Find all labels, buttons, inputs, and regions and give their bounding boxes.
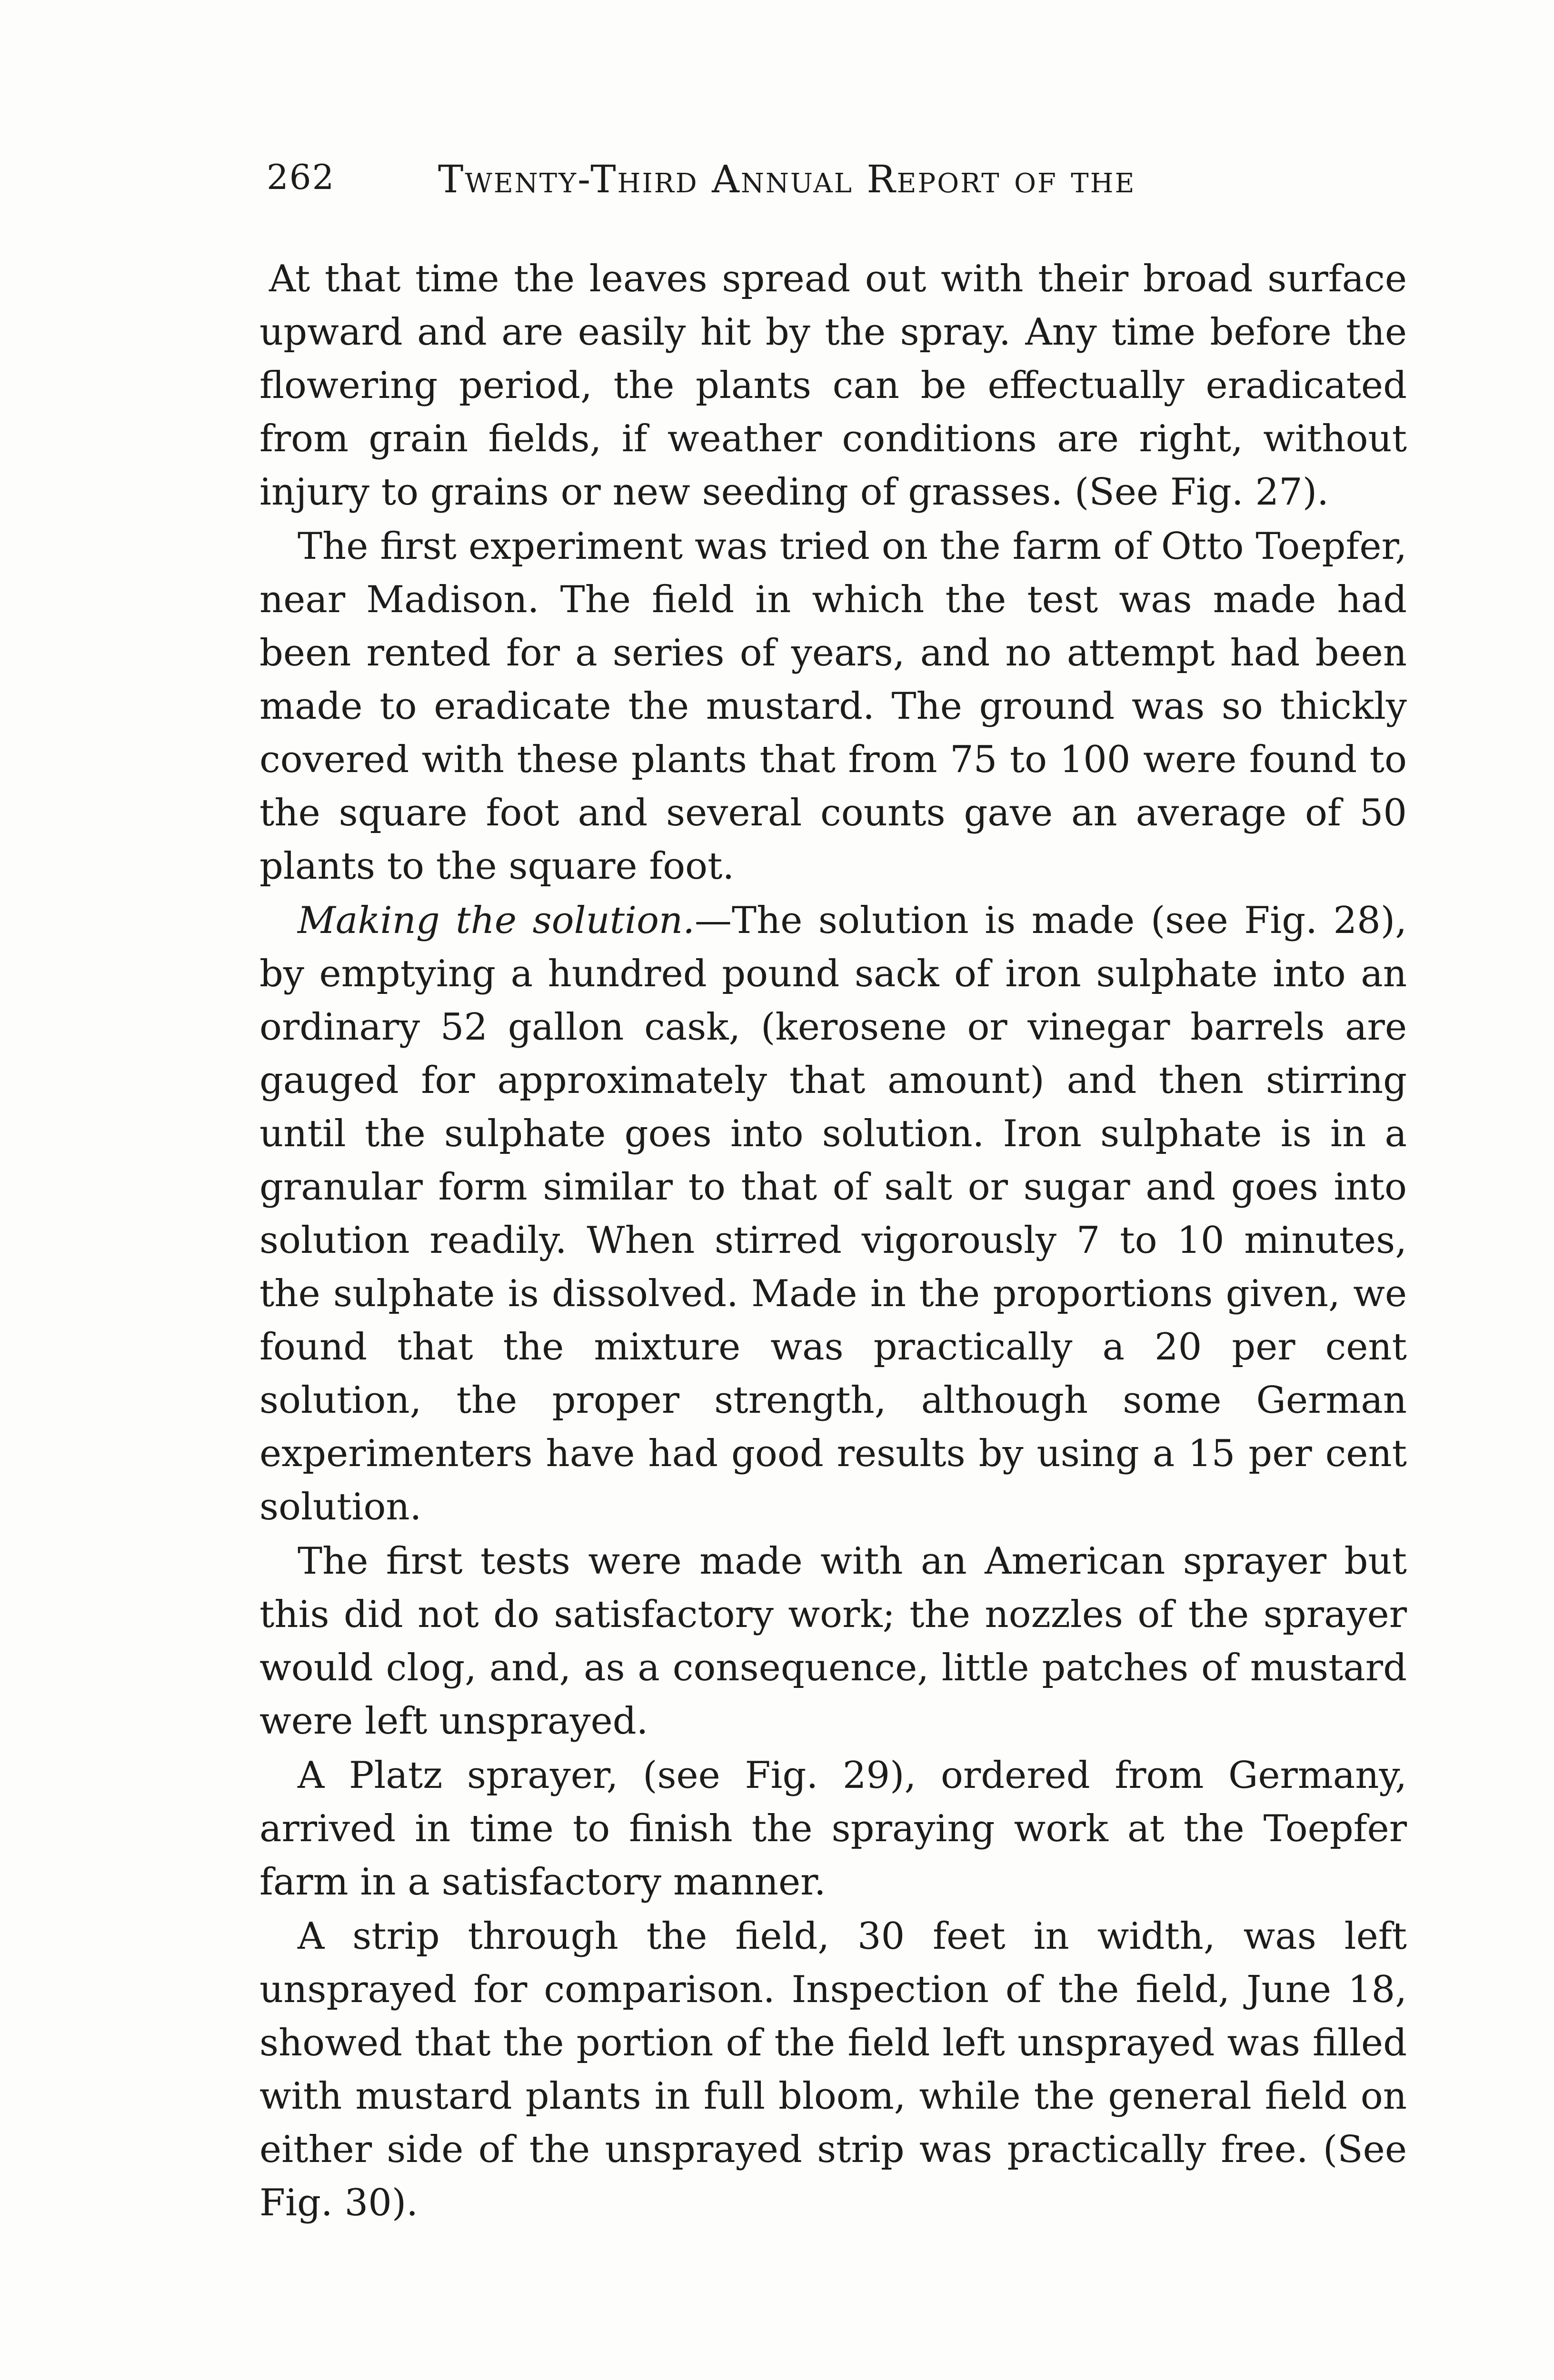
paragraph-text: —The solution is made (see Fig. 28), by emptying a hundred pound sack of iron sulphate into an ordinary 52 gallon cask, (kerosene or vinegar barrels are gauged for approximately that amount) and then stirring until the sulphate goes into solution. Iron sulphate is in a granular form similar to that of salt or sugar and goes into solution readily. When stirred vigorously 7 to 10 minutes, the sulphate is dissolved. Made in the proportions given, we found that the mixture was practically a 20 per cent solution, the proper strength, although some German experimenters have had good results by using a 15 per cent solution. (259, 899, 1407, 1528)
paragraph: The first tests were made with an American sprayer but this did not do satisfactory work; the nozzles of the sprayer would clog, and, as a consequence, little patches of mustard were left unsprayed. (259, 1540, 1407, 1743)
paragraph: At that time the leaves spread out with their broad surface upward and are easily hit by the spray. Any time before the flowering period, the plants can be effectually eradicated from grain fields, if weather conditions are right, without injury to grains or new seeding of grasses. (See Fig. 27). (259, 258, 1407, 514)
section-heading: Making the solution. (298, 899, 695, 942)
paragraph: A Platz sprayer, (see Fig. 29), ordered from Germany, arrived in time to finish the spraying work at the Toepfer farm in a satisfactory manner. (259, 1754, 1407, 1904)
paragraph: A strip through the field, 30 feet in width, was left unsprayed for comparison. Inspection of the field, June 18, showed that the portion of the field left unsprayed was filled with mustard plants in full bloom, while the general field on either side of the unsprayed strip was practically free. (See Fig. 30). (259, 1915, 1407, 2224)
page-number: 262 (267, 157, 335, 197)
paragraph (259, 894, 1407, 1534)
body-text (259, 252, 1407, 2230)
running-head (267, 157, 1409, 209)
running-title: Twenty-Third Annual Report of the (438, 157, 1136, 201)
paragraph: The first experiment was tried on the farm of Otto Toepfer, near Madison. The field in which the test was made had been rented for a series of years, and no attempt had been made to eradicate the mustard. The ground was so thickly covered with these plants that from 75 to 100 were found to the square foot and several counts gave an average of 50 plants to the square foot. (259, 525, 1407, 888)
